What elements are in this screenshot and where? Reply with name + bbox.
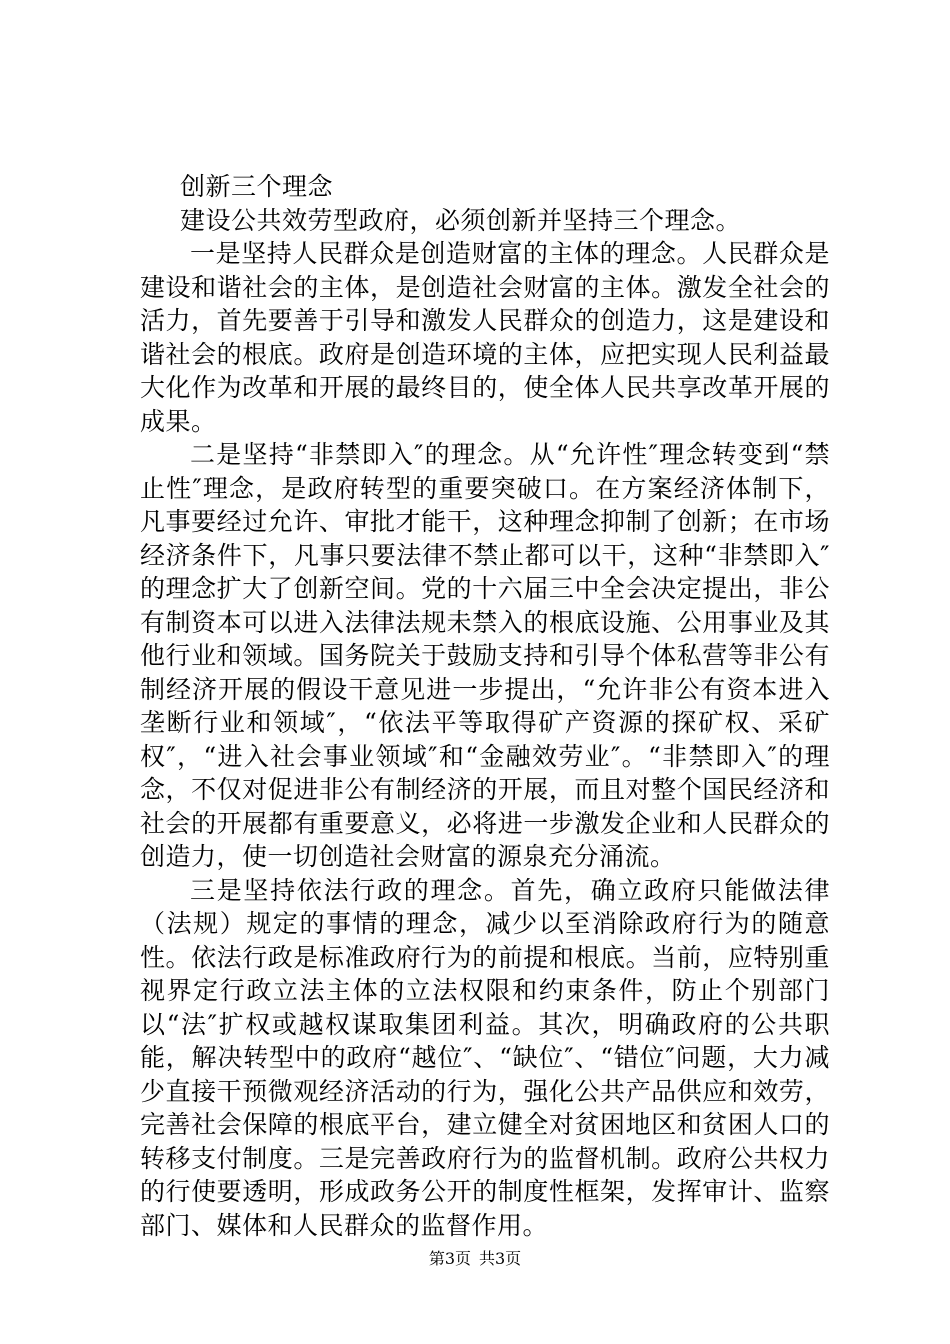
paragraph-non-prohibited-entry: 二是坚持“非禁即入″的理念。从“允许性″理念转变到“禁止性″理念，是政府转型的重要突破口。在方案经济体制下，凡事要经过允许、审批才能干，这种理念抑制了创新；在市场经济条件下，凡事只要法律不禁止都可以干，这种“非禁即入″的理念扩大了创新空间。党的十六届三中全会决定提出，非公有制资本可以进入法律法规未禁入的根底设施、公用事业及其他行业和领域。国务院关于鼓励支持和引导个体私营等非公有制经济开展的假设干意见进一步提出，“允许非公有资本进入垄断行业和领域″，“依法平等取得矿产资源的探矿权、采矿权″，“进入社会事业领域″和“金融效劳业″。“非禁即入″的理念，不仅对促进非公有制经济的开展，而且对整个国民经济和社会的开展都有重要意义，必将进一步激发企业和人民群众的创造力，使一切创造社会财富的源泉充分涌流。 bbox=[140, 440, 830, 871]
page-number: 第3页 bbox=[428, 1249, 471, 1268]
intro-paragraph: 建设公共效劳型政府，必须创新并坚持三个理念。 bbox=[180, 205, 742, 235]
paragraph-rule-of-law: 三是坚持依法行政的理念。首先，确立政府只能做法律（法规）规定的事情的理念，减少以至消除政府行为的随意性。依法行政是标准政府行为的前提和根底。当前，应特别重视界定行政立法主体的立法权限和约束条件，防止个别部门以“法″扩权或越权谋取集团利益。其次，明确政府的公共职能，解决转型中的政府“越位″、“缺位″、“错位″问题，大力减少直接干预微观经济活动的行为，强化公共产品供应和效劳，完善社会保障的根底平台，建立健全对贫困地区和贫困人口的转移支付制度。三是完善政府行为的监督机制。政府公共权力的行使要透明，形成政务公开的制度性框架，发挥审计、监察部门、媒体和人民群众的监督作用。 bbox=[140, 875, 830, 1240]
page-total: 共3页 bbox=[479, 1249, 522, 1268]
paragraph-people-as-subject: 一是坚持人民群众是创造财富的主体的理念。人民群众是建设和谐社会的主体，是创造社会财富的主体。激发全社会的活力，首先要善于引导和激发人民群众的创造力，这是建设和谐社会的根底。政府是创造环境的主体，应把实现人民利益最大化作为改革和开展的最终目的，使全体人民共享改革开展的成果。 bbox=[140, 239, 830, 436]
section-heading: 创新三个理念 bbox=[180, 172, 334, 201]
document-body bbox=[140, 170, 830, 1242]
page-footer bbox=[0, 1249, 950, 1269]
